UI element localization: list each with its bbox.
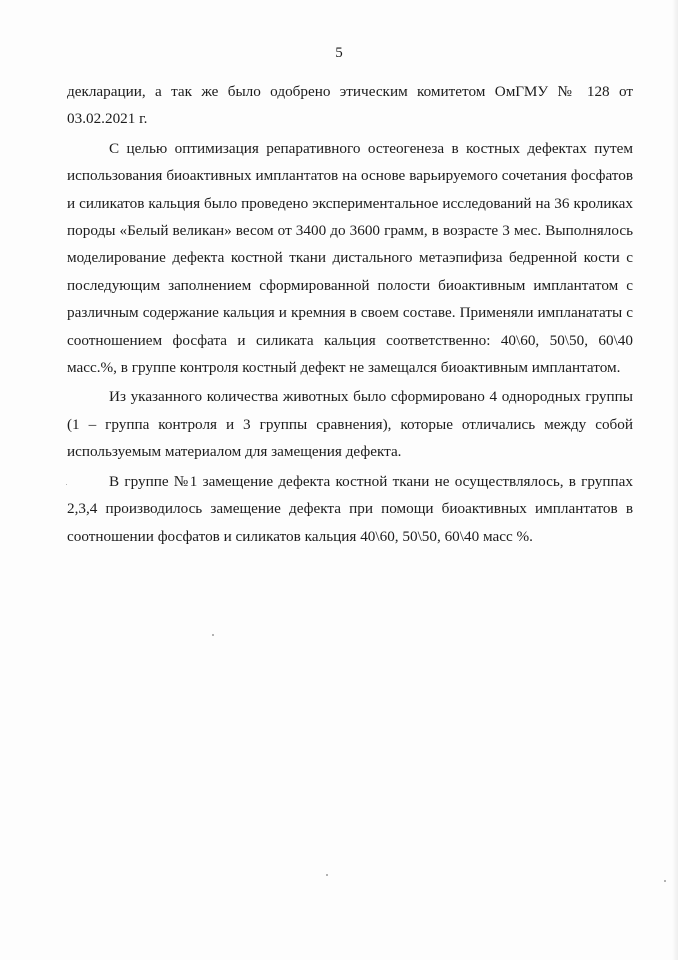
page-number: 5 <box>335 45 343 61</box>
paragraph-study-description: С целью оптимизация репаративного остеогенеза в костных дефектах путем использования биоактивных имплантатов на основе варьируемого сочетания фосфатов и силикатов кальция было проведено экспериментальное исследований на 36 кроликах породы «Белый великан» весом от 3400 до 3600 грамм, в возрасте 3 мес. Выполнялось моделирование дефекта костной ткани дистального метаэпифиза бедренной кости с последующим заполнением сформированной полости биоактивным имплантатом с различным содержание кальция и кремния в своем составе. Применяли импланататы с соотношением фосфата и силиката кальция соответственно: 40\60, 50\50, 60\40 масс.%, в группе контроля костный дефект не замещался биоактивным имплантатом. <box>67 139 633 377</box>
scan-edge-shadow <box>672 0 678 960</box>
scan-speck <box>664 880 666 882</box>
scan-speck <box>326 874 328 876</box>
scan-speck <box>212 634 214 636</box>
paragraph-continuation: декларации, а так же было одобрено этическим комитетом ОмГМУ № 128 от 03.02.2021 г. <box>67 83 633 128</box>
scan-speck <box>66 484 67 485</box>
paragraph-groups: Из указанного количества животных было сформировано 4 однородных группы (1 – группа контроля и 3 группы сравнения), которые отличались между собой используемым материалом для замещения дефекта. <box>67 388 633 461</box>
paragraph-group-treatment: В группе №1 замещение дефекта костной ткани не осуществлялось, в группах 2,3,4 производилось замещение дефекта при помощи биоактивных имплантатов в соотношении фосфатов и силикатов кальция 40\60, 50\50, 60\40 масс %. <box>67 472 633 545</box>
document-body <box>67 78 633 550</box>
